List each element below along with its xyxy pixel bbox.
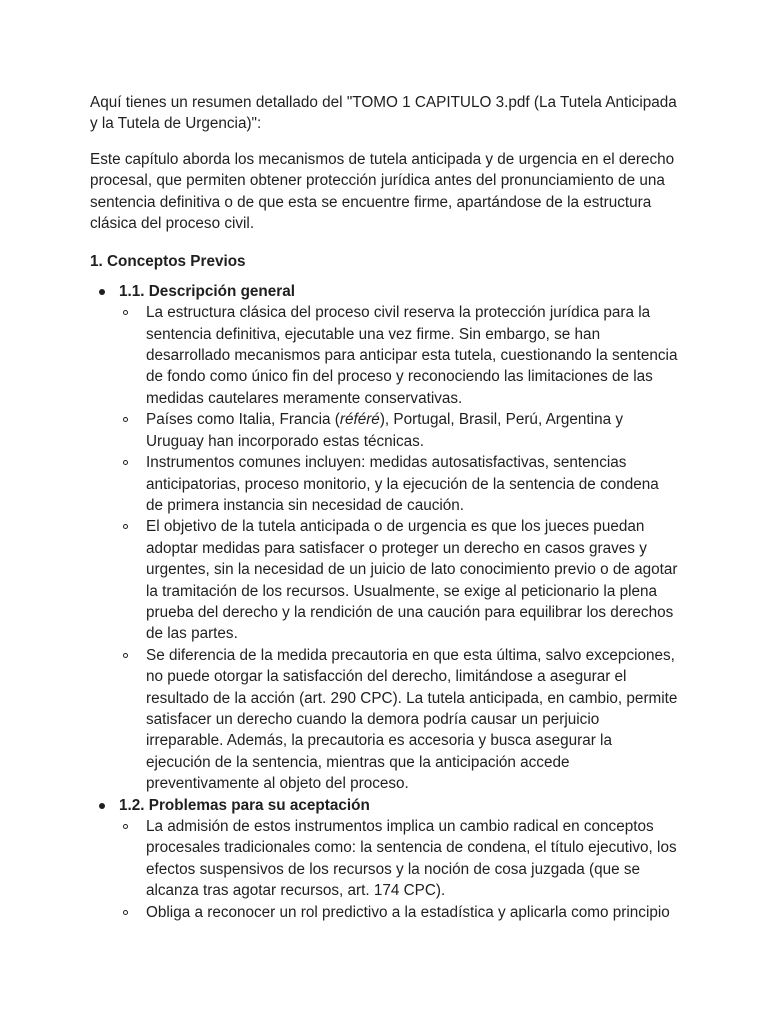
list-item — [119, 516, 680, 644]
list-item — [119, 452, 680, 516]
subsection-title: 1.2. Problemas para su aceptación — [119, 796, 370, 814]
bullet-circle-icon — [123, 653, 128, 658]
italic-term: référé — [339, 411, 380, 429]
subsection-items — [119, 302, 680, 794]
subsection-problems — [90, 795, 680, 923]
bullet-circle-icon — [123, 310, 128, 315]
bullet-disc-icon — [99, 289, 105, 295]
bullet-circle-icon — [123, 524, 128, 529]
section-heading: 1. Conceptos Previos — [90, 253, 246, 271]
list-item-text: La estructura clásica del proceso civil reserva la protección jurídica para la sentencia definitiva, ejecutable una vez firme. Sin embargo, se han desarrollado mecanismos para anticipar esta tutela, cuestionando la sentencia de fondo como único fin del proceso y reconociendo las limitaciones de las medidas cautelares meramente conservativas. — [146, 304, 678, 407]
bullet-circle-icon — [123, 417, 128, 422]
list-item-text: Países como Italia, Francia (référé), Portugal, Brasil, Perú, Argentina y Uruguay han incorporado estas técnicas. — [146, 411, 623, 450]
list-item-text: El objetivo de la tutela anticipada o de urgencia es que los jueces puedan adoptar medidas para satisfacer o proteger un derecho en casos graves y urgentes, sin la necesidad de un juicio de lato conocimiento previo o de agotar la tramitación de los recursos. Usualmente, se exige al peticionario la plena prueba del derecho y la rendición de una caución para equilibrar los derechos de las partes. — [146, 518, 678, 643]
list-item — [119, 302, 680, 409]
list-item — [119, 645, 680, 795]
summary-paragraph: Este capítulo aborda los mecanismos de tutela anticipada y de urgencia en el derecho procesal, que permiten obtener protección jurídica antes del pronunciamiento de una sentencia definitiva o de que esta se encuentre firme, apartándose de la estructura clásica del proceso civil. — [90, 150, 675, 233]
section-list — [90, 281, 680, 923]
list-item-text: Obliga a reconocer un rol predictivo a la estadística y aplicarla como principio — [146, 903, 670, 921]
subsection-title: 1.1. Descripción general — [119, 282, 295, 300]
subsection-general — [90, 281, 680, 795]
list-item-text: La admisión de estos instrumentos implica un cambio radical en conceptos procesales tradicionales como: la sentencia de condena, el título ejecutivo, los efectos suspensivos de los recursos y la noción de cosa juzgada (que se alcanza tras agotar recursos, art. 174 CPC). — [146, 818, 677, 900]
list-item — [119, 902, 680, 923]
bullet-circle-icon — [123, 824, 128, 829]
bullet-circle-icon — [123, 460, 128, 465]
list-item — [119, 409, 680, 452]
list-item-text: Instrumentos comunes incluyen: medidas autosatisfactivas, sentencias anticipatorias, proceso monitorio, y la ejecución de la sentencia de condena de primera instancia sin necesidad de caución. — [146, 454, 659, 514]
list-item-text: Se diferencia de la medida precautoria en que esta última, salvo excepciones, no puede otorgar la satisfacción del derecho, limitándose a asegurar el resultado de la acción (art. 290 CPC). La tutela anticipada, en cambio, permite satisfacer un derecho cuando la demora podría causar un perjuicio irreparable. Además, la precautoria es accesoria y busca asegurar la ejecución de la sentencia, mientras que la anticipación accede preventivamente al objeto del proceso. — [146, 646, 678, 793]
intro-paragraph: Aquí tienes un resumen detallado del "TOMO 1 CAPITULO 3.pdf (La Tutela Anticipada y la Tutela de Urgencia)": — [90, 94, 677, 133]
bullet-circle-icon — [123, 910, 128, 915]
bullet-disc-icon — [99, 803, 105, 809]
list-item — [119, 816, 680, 902]
subsection-items — [119, 816, 680, 923]
